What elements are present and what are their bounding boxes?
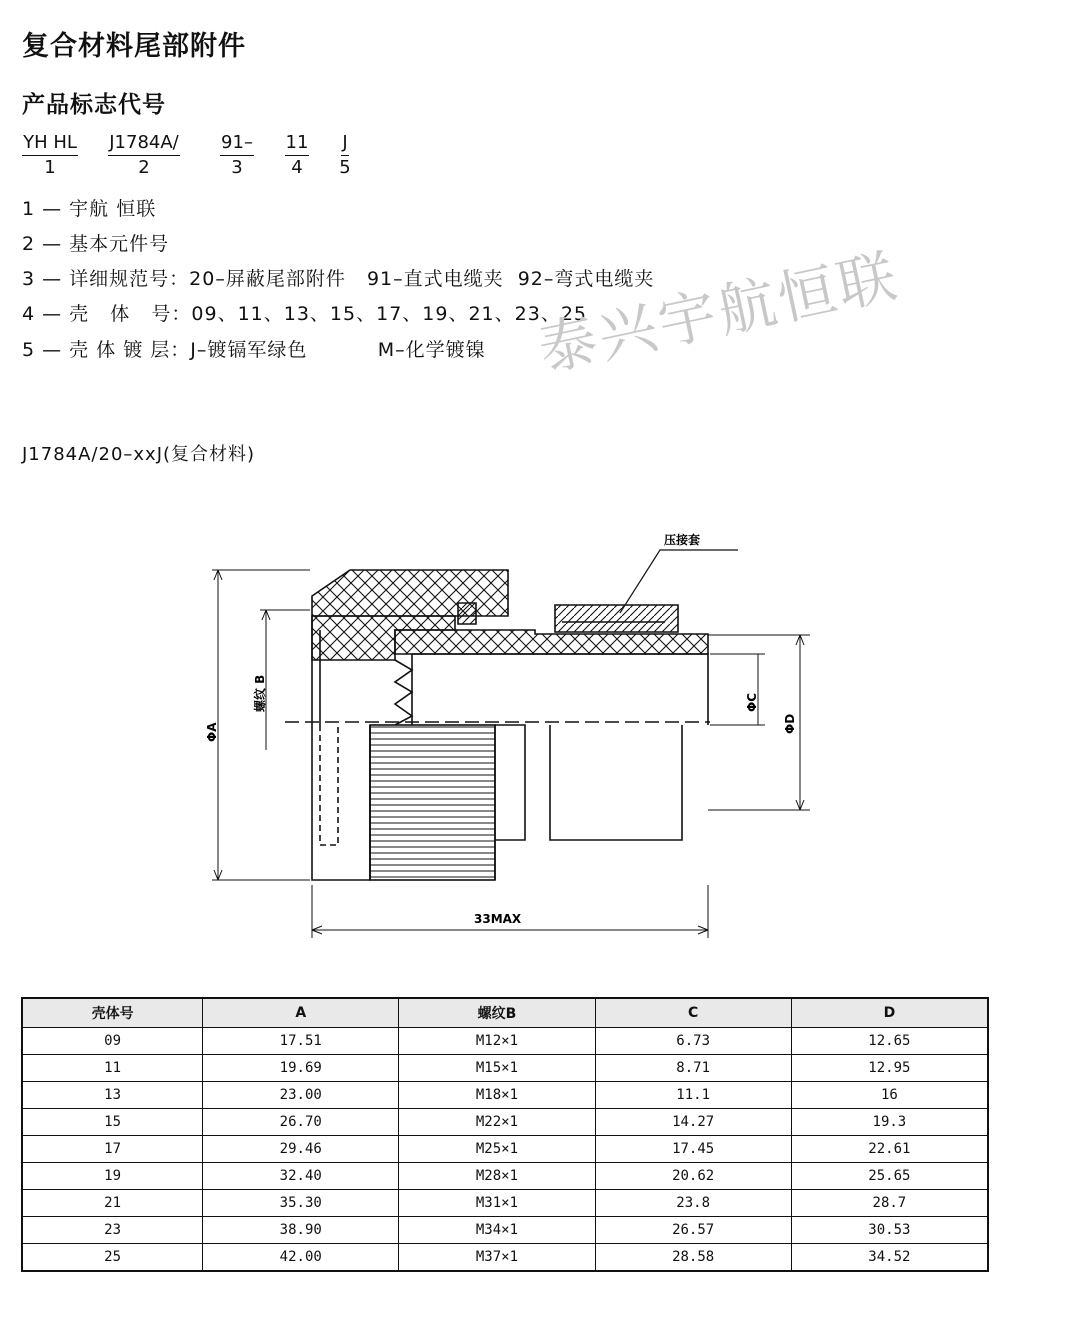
code-part-text: 91– bbox=[220, 132, 254, 156]
table-cell: M12×1 bbox=[399, 1028, 595, 1055]
label-thread-b: 螺纹 B bbox=[253, 674, 267, 712]
table-row bbox=[22, 1028, 988, 1055]
table-cell: M37×1 bbox=[399, 1244, 595, 1272]
table-cell: 29.46 bbox=[203, 1136, 399, 1163]
table-row bbox=[22, 1244, 988, 1272]
table-cell: M34×1 bbox=[399, 1217, 595, 1244]
label-33max: 33MAX bbox=[474, 912, 522, 926]
table-cell: 11 bbox=[22, 1055, 203, 1082]
table-cell: 11.1 bbox=[595, 1082, 791, 1109]
table-cell: 14.27 bbox=[595, 1109, 791, 1136]
table-cell: 12.95 bbox=[791, 1055, 988, 1082]
table-cell: 20.62 bbox=[595, 1163, 791, 1190]
table-row bbox=[22, 1055, 988, 1082]
table-cell: 23.8 bbox=[595, 1190, 791, 1217]
table-cell: 34.52 bbox=[791, 1244, 988, 1272]
table-cell: 17.45 bbox=[595, 1136, 791, 1163]
code-part-3 bbox=[218, 132, 256, 180]
table-cell: 42.00 bbox=[203, 1244, 399, 1272]
table-cell: 19.69 bbox=[203, 1055, 399, 1082]
legend-item-4: 4 — 壳 体 号：09、11、13、15、17、19、21、23、25 bbox=[22, 303, 587, 325]
page-title: 复合材料尾部附件 bbox=[22, 31, 246, 62]
table-cell: 19 bbox=[22, 1163, 203, 1190]
legend-item-5: 5 — 壳 体 镀 层：J–镀镉军绿色 M–化学镀镍 bbox=[22, 339, 486, 361]
watermark: 泰兴宇航恒联 bbox=[532, 241, 905, 385]
table-row bbox=[22, 1163, 988, 1190]
label-phi-d: ΦD bbox=[783, 713, 797, 734]
table-cell: 32.40 bbox=[203, 1163, 399, 1190]
thread-region bbox=[370, 725, 495, 880]
section-title: 产品标志代号 bbox=[22, 92, 166, 118]
table-cell: 6.73 bbox=[595, 1028, 791, 1055]
label-phi-a: ΦA bbox=[205, 722, 219, 742]
code-part-num: 1 bbox=[44, 157, 56, 178]
table-cell: M28×1 bbox=[399, 1163, 595, 1190]
col-header-shell: 壳体号 bbox=[22, 998, 203, 1028]
table-cell: M18×1 bbox=[399, 1082, 595, 1109]
legend-item-2: 2 — 基本元件号 bbox=[22, 233, 170, 255]
spec-table bbox=[21, 997, 989, 1272]
table-cell: 19.3 bbox=[791, 1109, 988, 1136]
table-cell: 8.71 bbox=[595, 1055, 791, 1082]
code-part-4 bbox=[284, 132, 310, 180]
table-cell: 25 bbox=[22, 1244, 203, 1272]
code-part-5 bbox=[334, 132, 356, 180]
table-header-row bbox=[22, 998, 988, 1028]
code-part-text: J bbox=[341, 132, 348, 156]
table-cell: 26.57 bbox=[595, 1217, 791, 1244]
table-cell: 23.00 bbox=[203, 1082, 399, 1109]
table-cell: 16 bbox=[791, 1082, 988, 1109]
model-caption: J1784A/20–xxJ(复合材料) bbox=[22, 444, 256, 465]
table-cell: 15 bbox=[22, 1109, 203, 1136]
crimp-sleeve bbox=[555, 605, 678, 632]
code-part-2 bbox=[106, 132, 182, 180]
table-cell: 38.90 bbox=[203, 1217, 399, 1244]
legend-item-1: 1 — 宇航 恒联 bbox=[22, 198, 157, 220]
code-part-1 bbox=[22, 132, 78, 180]
col-header-a: A bbox=[203, 998, 399, 1028]
table-cell: 21 bbox=[22, 1190, 203, 1217]
table-cell: 09 bbox=[22, 1028, 203, 1055]
code-part-num: 3 bbox=[231, 157, 243, 178]
legend-item-3: 3 — 详细规范号：20–屏蔽尾部附件 91–直式电缆夹 92–弯式电缆夹 bbox=[22, 268, 655, 290]
label-phi-c: ΦC bbox=[745, 692, 759, 712]
table-row bbox=[22, 1190, 988, 1217]
table-cell: 26.70 bbox=[203, 1109, 399, 1136]
col-header-c: C bbox=[595, 998, 791, 1028]
table-cell: M31×1 bbox=[399, 1190, 595, 1217]
set-screw bbox=[458, 603, 476, 624]
table-cell: M22×1 bbox=[399, 1109, 595, 1136]
code-part-num: 5 bbox=[339, 157, 351, 178]
label-crimp-sleeve: 压接套 bbox=[664, 533, 701, 547]
table-row bbox=[22, 1082, 988, 1109]
table-cell: 17 bbox=[22, 1136, 203, 1163]
table-cell: 23 bbox=[22, 1217, 203, 1244]
col-header-d: D bbox=[791, 998, 988, 1028]
code-part-num: 2 bbox=[138, 157, 150, 178]
table-cell: M15×1 bbox=[399, 1055, 595, 1082]
table-cell: 28.58 bbox=[595, 1244, 791, 1272]
table-cell: 30.53 bbox=[791, 1217, 988, 1244]
col-header-thread-b: 螺纹B bbox=[399, 998, 595, 1028]
table-cell: 12.65 bbox=[791, 1028, 988, 1055]
table-cell: 35.30 bbox=[203, 1190, 399, 1217]
nut-top-section bbox=[312, 570, 508, 616]
table-cell: M25×1 bbox=[399, 1136, 595, 1163]
table-cell: 13 bbox=[22, 1082, 203, 1109]
code-part-text: J1784A/ bbox=[108, 132, 180, 156]
table-cell: 22.61 bbox=[791, 1136, 988, 1163]
table-cell: 28.7 bbox=[791, 1190, 988, 1217]
code-part-text: YH HL bbox=[22, 132, 78, 156]
technical-drawing bbox=[190, 520, 830, 950]
table-row bbox=[22, 1109, 988, 1136]
table-cell: 25.65 bbox=[791, 1163, 988, 1190]
code-part-text: 11 bbox=[285, 132, 310, 156]
table-row bbox=[22, 1136, 988, 1163]
table-cell: 17.51 bbox=[203, 1028, 399, 1055]
table-row bbox=[22, 1217, 988, 1244]
body-hatched-section bbox=[395, 630, 708, 654]
code-part-num: 4 bbox=[291, 157, 303, 178]
